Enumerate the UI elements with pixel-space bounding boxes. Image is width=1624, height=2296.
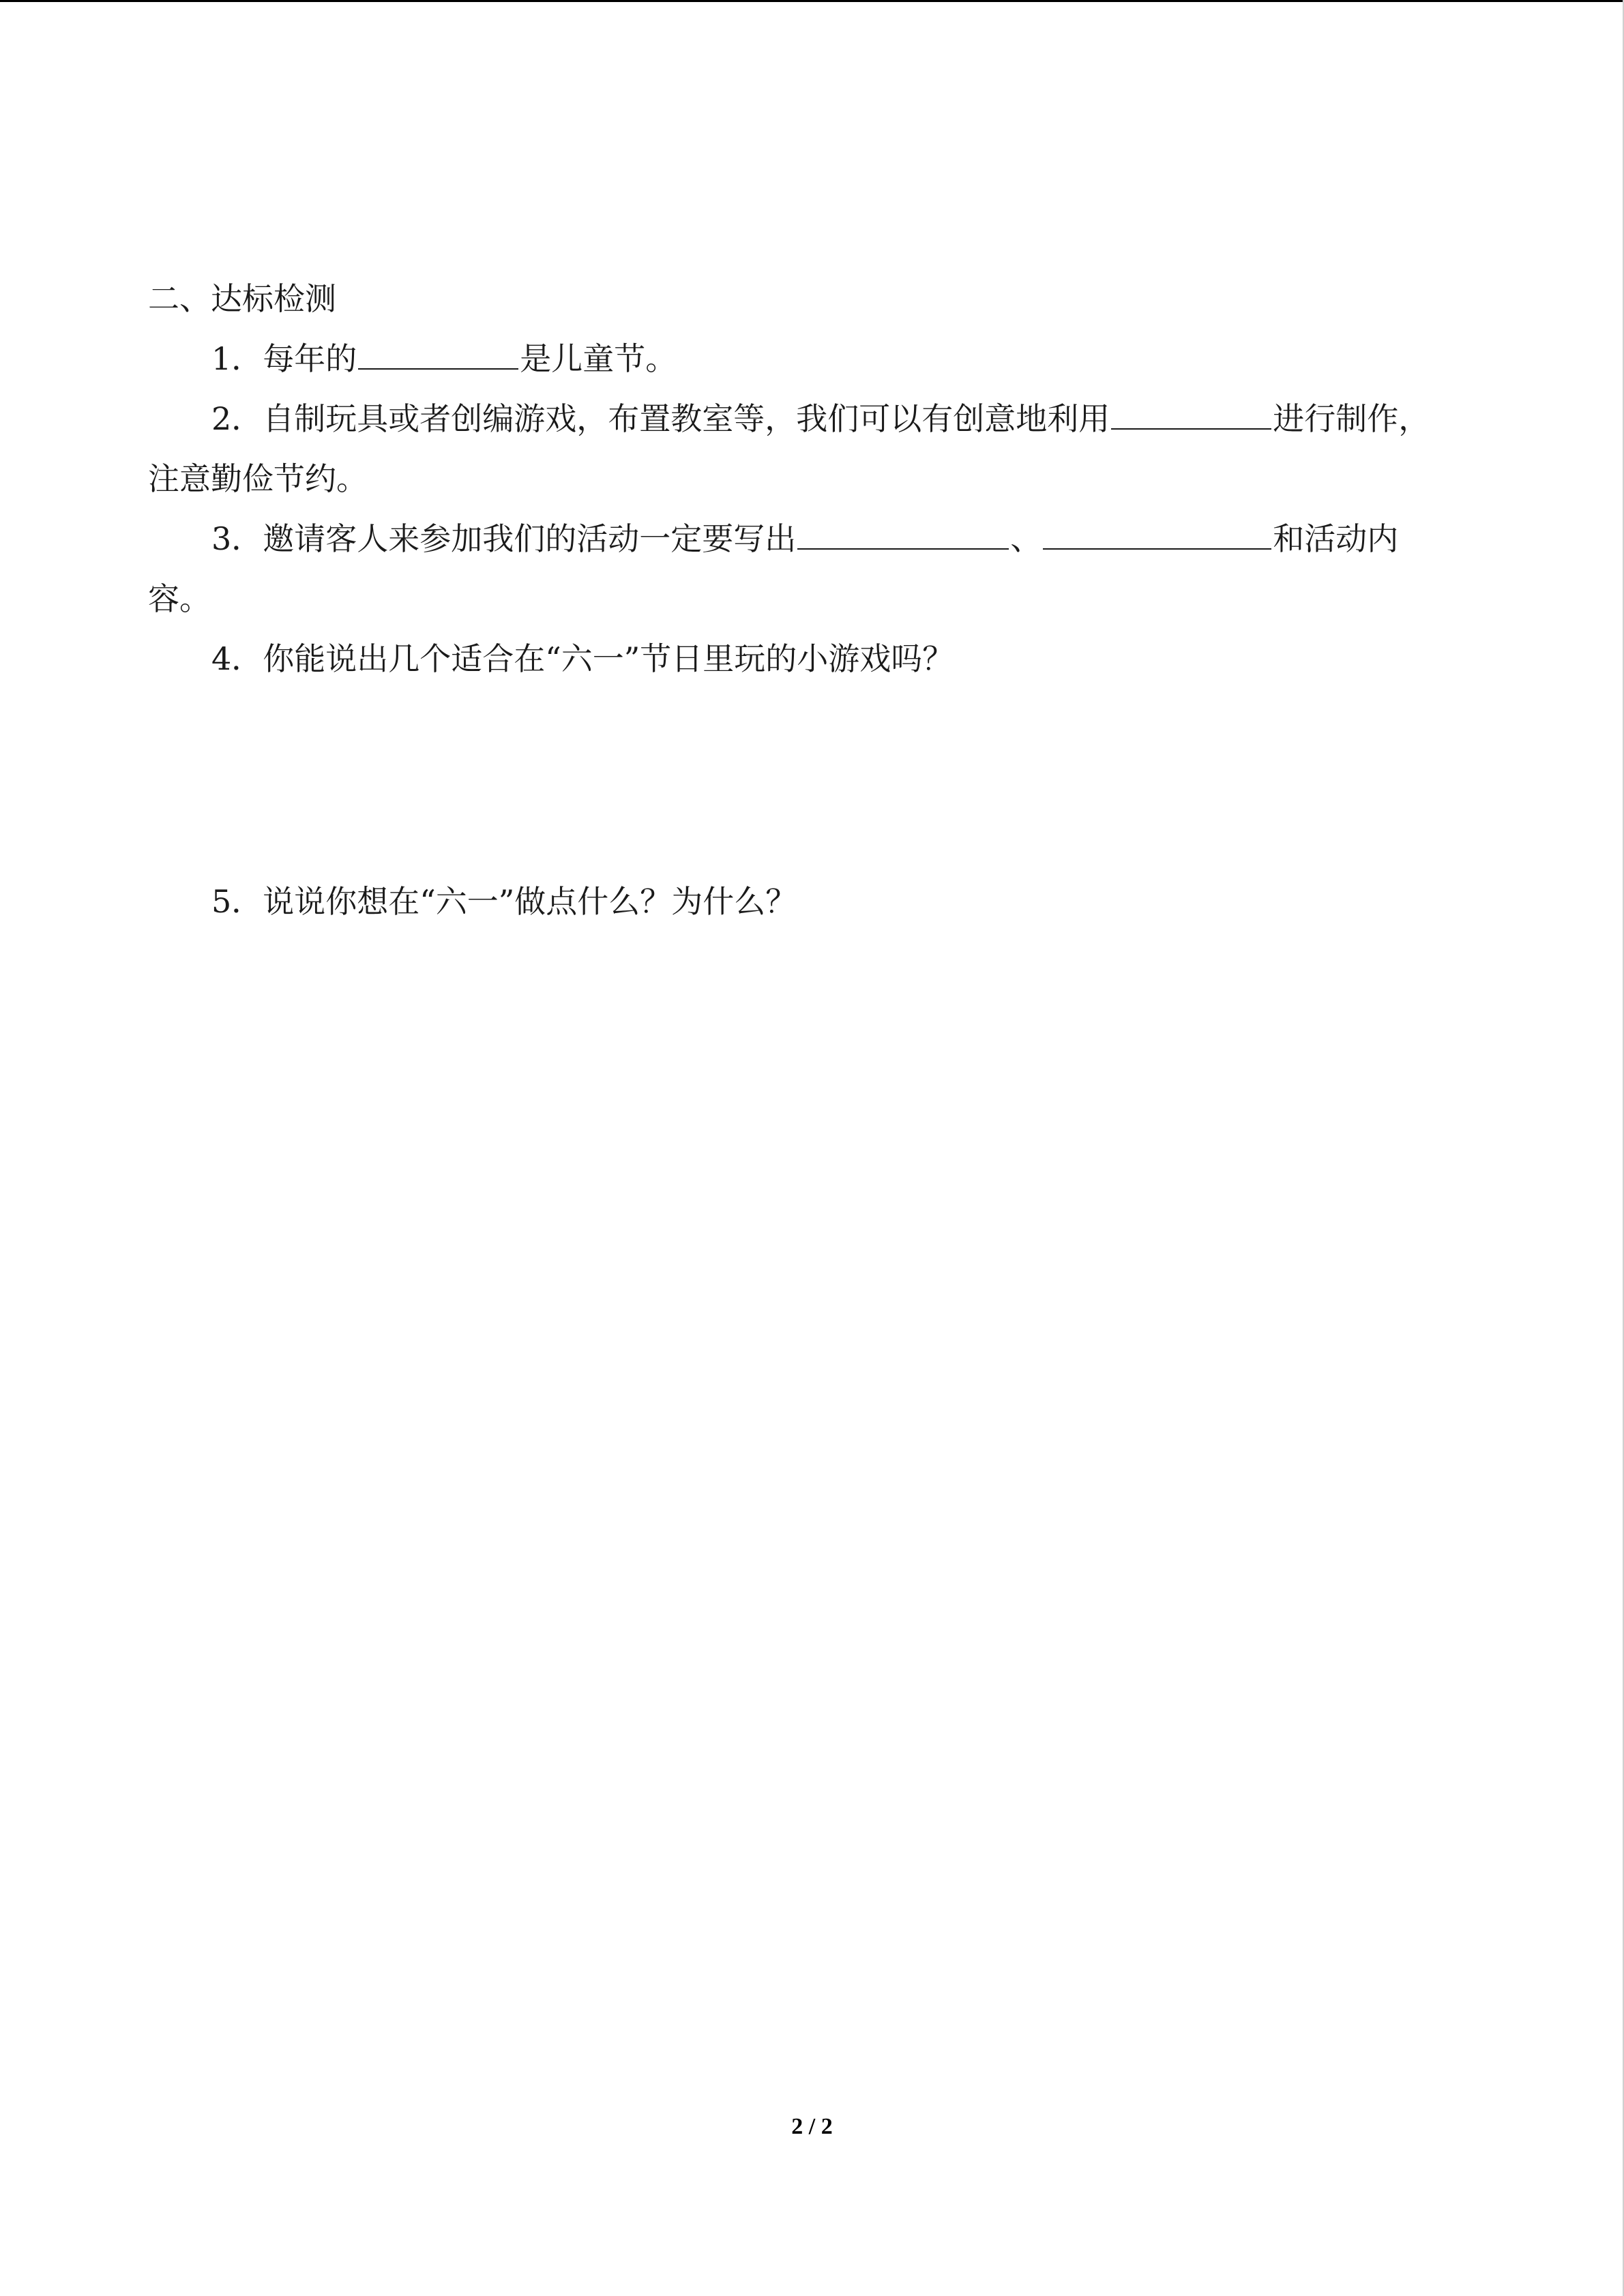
question-2-suffix: 进行制作， [1273, 400, 1430, 437]
question-1 [148, 329, 1458, 389]
question-5: 5．说说你想在“六一”做点什么？为什么？ [211, 883, 797, 920]
blank-3b[interactable] [1043, 517, 1271, 550]
question-4: 4．你能说出几个适合在“六一”节日里玩的小游戏吗？ [211, 640, 954, 677]
blank-2[interactable] [1111, 397, 1271, 430]
question-1-suffix: 是儿童节。 [520, 340, 677, 377]
question-1-text: 1．每年的 [211, 340, 357, 377]
question-2 [148, 389, 1458, 449]
question-3-continuation: 容。 [148, 580, 211, 617]
question-3-suffix: 和活动内 [1273, 520, 1399, 557]
document-body [148, 269, 1458, 931]
question-3-separator: 、 [1010, 520, 1042, 557]
section-title: 二、达标检测 [148, 280, 336, 317]
blank-3a[interactable] [797, 517, 1009, 550]
top-border [0, 0, 1624, 2]
question-3 [148, 509, 1458, 569]
page-number: 2 / 2 [791, 2114, 833, 2139]
answer-space-4[interactable] [148, 689, 1458, 871]
question-3-text: 3．邀请客人来参加我们的活动一定要写出 [211, 520, 797, 557]
question-2-continuation: 注意勤俭节约。 [148, 460, 368, 497]
blank-1[interactable] [358, 337, 518, 370]
question-2-text: 2．自制玩具或者创编游戏，布置教室等，我们可以有创意地利用 [211, 400, 1110, 437]
